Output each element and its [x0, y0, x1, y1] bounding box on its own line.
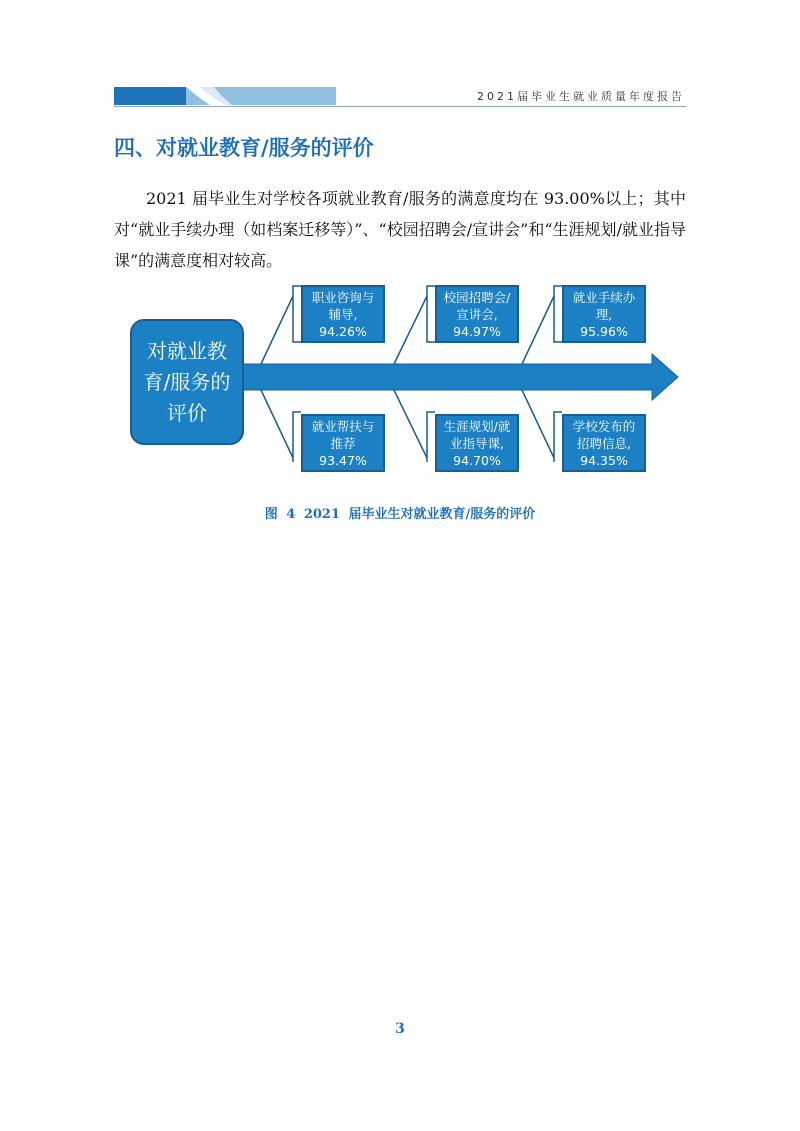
- figure-caption: 图 4 2021 届毕业生对就业教育/服务的评价: [264, 507, 536, 522]
- diagram-node-employment-assistance: 就业帮扶与推荐 93.47%: [301, 414, 385, 472]
- diagram-node-campus-recruitment: 校园招聘会/宣讲会, 94.97%: [435, 285, 519, 343]
- section-title: 四、对就业教育/服务的评价: [114, 136, 374, 160]
- page-number: 3: [395, 1021, 405, 1037]
- header-decoration: [114, 87, 336, 105]
- diagram-center-node: 对就业教育/服务的评价: [130, 319, 244, 445]
- diagram-node-career-planning: 生涯规划/就业指导课, 94.70%: [435, 414, 519, 472]
- diagram-node-employment-procedures: 就业手续办理, 95.96%: [562, 285, 646, 343]
- diagram-node-career-counseling: 职业咨询与辅导, 94.26%: [301, 285, 385, 343]
- header-report-title: 2021届毕业生就业质量年度报告: [477, 90, 685, 103]
- diagram-node-job-info: 学校发布的招聘信息, 94.35%: [562, 414, 646, 472]
- fishbone-diagram: [126, 282, 686, 468]
- body-paragraph: 2021 届毕业生对学校各项就业教育/服务的满意度均在 93.00%以上；其中对“就业手续办理（如档案迁移等）”、“校园招聘会/宣讲会”和“生涯规划/就业指导课”的满意度相对较高。: [114, 189, 686, 270]
- header-divider: [114, 106, 686, 107]
